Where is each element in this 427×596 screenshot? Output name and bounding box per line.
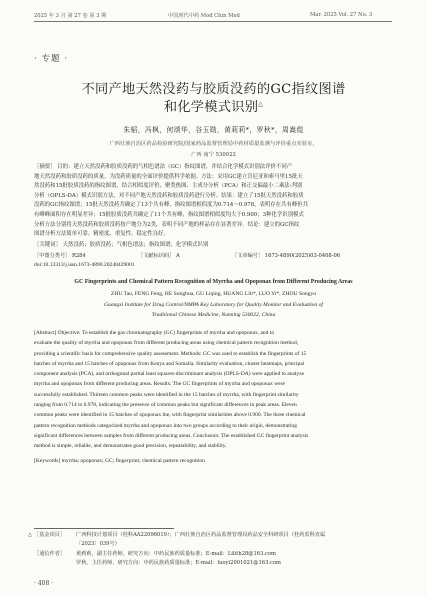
cn-affiliation: 广西壮族自治区药品检验研究院/国家药品监督管理局中药材质量监测与评价重点实验室， <box>109 141 318 147</box>
en-abstract-line: batches of myrrha and 15 batches of opoponax from Kenya and Somalia. Similarity evaluation, cluster heatmaps, principal <box>34 360 305 367</box>
cn-abstract-line: ［摘要］ 目的：建立天然没药和胶质没药的气相色谱法（GC）指纹图谱，并结合化学模式识别法评价不同产 <box>34 164 293 170</box>
en-affiliation-1: Guangxi Institute for Drug Control/NMPA Key Laboratory for Quality Monitor and Evaluation of <box>104 302 323 308</box>
en-abstract-line: [Abstract] Objective: To establish the gas chromatography (GC) fingerprints of myrrha and opoponax, and to <box>34 330 275 336</box>
en-abstract-line: myrrha and opoponax from different producing areas. Results: The GC fingerprints of myrrha and opoponax were <box>34 381 285 388</box>
clc-number: ［中图分类号］ R284 <box>34 253 86 259</box>
en-abstract-line: method is simple, reliable, and demonstrates good precision, repeatability, and stability. <box>34 443 227 450</box>
cn-abstract-line: 然没药和15批胶质没药的指纹图谱，结合相似度评价、聚类热图、主成分分析（PCA）和正交偏最小二乘法-判别 <box>34 183 303 190</box>
page-title-line-1: 不同产地天然没药与胶质没药的GC指纹图谱 <box>81 82 346 97</box>
en-abstract-line: component analysis (PCA), and orthogonal partial least squares-discriminant analysis (OPLS-DA) were applied to analyze <box>34 371 305 378</box>
corresponding-label: ［通信作者］ <box>34 551 66 557</box>
en-abstract-line: pattern recognition methods categorized myrrha and opoponax into two groups according to their origin, demonstrating <box>34 422 297 429</box>
fund-line-2: 〔2023〕039号） <box>76 541 120 547</box>
en-authors: ZHU Tao, FENG Feng, HE Songhua, GU Liqing, HUANG Lili*, LUO Yi*, ZHOU Songyu <box>110 291 317 297</box>
header-date: Mar. 2025 Vol. 27 No. 3 <box>310 12 373 18</box>
cn-abstract-line: 图谱分析方法简单可靠、精密度、重复性、稳定性良好。 <box>34 231 169 238</box>
cn-authors: 朱韬，冯枫，何颂华，谷玉勋，黄莉莉*，罗秋*，周嵩煜 <box>123 126 304 134</box>
fund-label: ［基金项目］ <box>34 532 66 538</box>
header-journal: 中国现代中药 Mod Chin Med <box>168 13 240 19</box>
cn-abstract-line: 分析（OPLS-DA）模式识别方法，对不同产地天然没药和胶质没药进行分析。结果：建立了15批天然没药和胶质 <box>34 192 304 199</box>
en-abstract-line: evaluate the quality of myrrha and opoponax from different producing areas using chemical pattern recognition method, <box>34 340 299 347</box>
cn-abstract-line: 地天然没药和胶质没药的质量，为没药质量的全面评价提供科学依据。方法：采用GC建立肯尼亚和索马里15批天 <box>34 173 303 180</box>
cn-abstract-line: 没药的GC指纹图谱；15批天然没药共确定了13个共有峰，指纹图谱相似度为0.714～0.978，表明存在共有峰但共 <box>34 202 309 209</box>
en-abstract <box>34 328 392 452</box>
en-abstract-line: ranging from 0.714 to 0.978, indicating the presence of common peaks but significant differences in peak areas. Eleven <box>34 402 297 409</box>
cn-address: 广西 南宁 530022 <box>191 152 236 158</box>
en-affiliation-2: Traditional Chinese Medicine, Nanning 530022, China <box>151 312 276 318</box>
page-title-text-2: 和化学模式识别 <box>163 100 259 115</box>
cn-abstract-line: 分析方法分别将天然没药和胶质没药按产地分为2类，表明不同产地的样品存在显著差异。结论：建立的GC指纹 <box>34 221 300 228</box>
footnote-rule <box>34 528 174 529</box>
article-id: ［文章编号］ 1673-4890(2025)03-0408-06 <box>232 253 341 259</box>
cn-keywords: ［关键词］ 天然没药；胶质没药；气相色谱法；指纹图谱；化学模式识别 <box>34 242 209 248</box>
en-abstract-line: successfully established. Thirteen common peaks were identified in the 15 batches of myrrha, with fingerprint similarity <box>34 391 299 398</box>
header-issue: 2025 年 3 月 第 27 卷 第 3 期 <box>34 13 107 19</box>
en-abstract-line: common peaks were identified in 15 batches of opoponax the, with fingerprint similarities above 0.900. The three chemical <box>34 412 306 419</box>
en-abstract-line: significant differences between samples from different producing areas. Conclusion: The established GC fingerprint analysis <box>34 432 309 439</box>
en-abstract-line: providing a scientific basis for comprehensive quality assessment. Methods: GC was used to establish the fingerprints of 15 <box>34 350 307 357</box>
page-number: · 408 · <box>34 580 54 587</box>
document-code: ［文献标识码］ A <box>138 253 180 259</box>
corresponding-author-1: 黄莉莉，副主任药师，研究方向：中药民族药质量标准；E-mail：Lilith28@163.com <box>76 551 276 557</box>
en-keywords: [Keywords] myrrha; opoponax; GC; fingerprint; chemical pattern recognition <box>34 458 205 464</box>
page-title-line-2 <box>0 96 427 115</box>
en-title: GC Fingerprints and Chemical Pattern Recognition of Myrrha and Opoponax from Different Producing Areas <box>74 279 353 285</box>
header-rule <box>34 21 392 22</box>
fund-line-1: 广西科技计划项目（桂科AA22096019）；广西壮族自治区药品监督管理局药品安全科研项目（桂药监科直属 <box>76 532 326 538</box>
doi: doi:10.13313/j.issn.1673-4890.20240429001 <box>34 262 135 268</box>
cn-abstract-line: 有峰峰面积存在明显差异；15批胶质没药共确定了11个共有峰，指纹图谱相似度均大于0.900；3种化学识别模式 <box>34 211 304 218</box>
title-footnote-mark: △ <box>258 100 264 108</box>
cn-abstract <box>34 163 392 240</box>
section-label: · 专题 · <box>34 54 69 64</box>
corresponding-author-2: 罗秋，主任药师，研究方向：中药民族药质量标准；E-mail：luoyi2001021@163.com <box>76 560 281 566</box>
footnote-mark: △ <box>28 532 32 538</box>
